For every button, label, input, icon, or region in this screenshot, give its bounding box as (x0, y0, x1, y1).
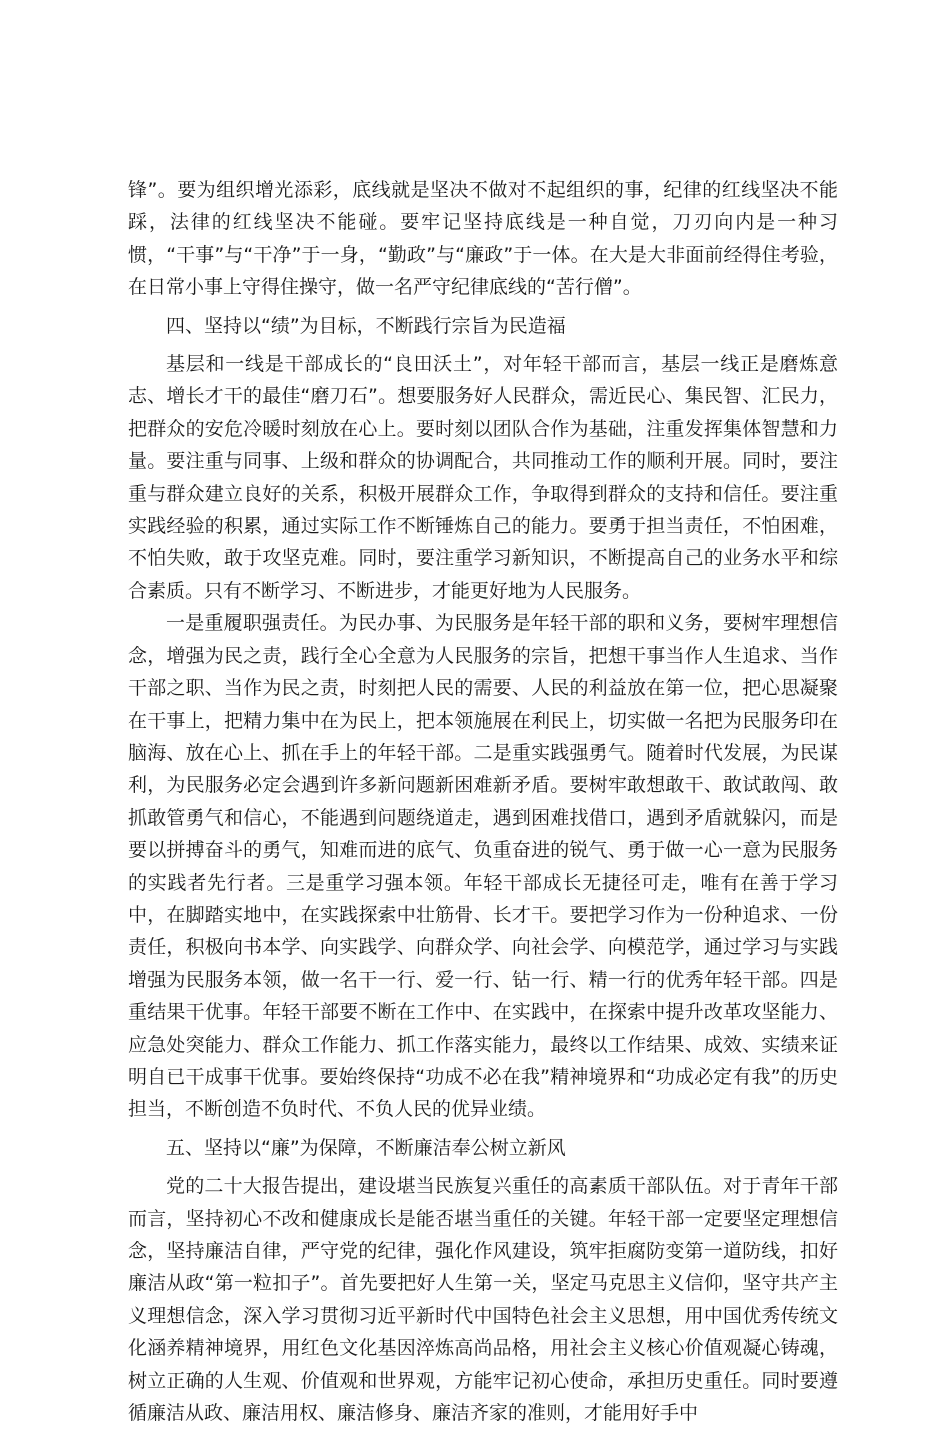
paragraph-continuation: 锋”。要为组织增光添彩，底线就是坚决不做对不起组织的事，纪律的红线坚决不能踩，法律的红线坚决不能碰。要牢记坚持底线是一种自觉，刀刃向内是一种习惯，“干事”与“干净”于一身，“勤政”与“廉政”于一体。在大是大非面前经得住考验，在日常小事上守得住操守，做一名严守纪律底线的“苦行僧”。 (128, 179, 838, 299)
paragraph: 党的二十大报告提出，建设堪当民族复兴重任的高素质干部队伍。对于青年干部而言，坚持初心不改和健康成长是能否堪当重任的关键。年轻干部一定要坚定理想信念，坚持廉洁自律，严守党的纪律，强化作风建设，筑牢拒腐防变第一道防线，扣好廉洁从政“第一粒扣子”。首先要把好人生第一关，坚定马克思主义信仰，坚守共产主义理想信念，深入学习贯彻习近平新时代中国特色社会主义思想，用中国优秀传统文化涵养精神境界，用红色文化基因淬炼高尚品格，用社会主义核心价值观凝心铸魂，树立正确的人生观、价值观和世界观，方能牢记初心使命，承担历史重任。同时要遵循廉洁从政、廉洁用权、廉洁修身、廉洁齐家的准则，才能用好手中 (128, 1175, 838, 1425)
document-body (128, 174, 838, 1429)
paragraph: 基层和一线是干部成长的“良田沃土”，对年轻干部而言，基层一线正是磨炼意志、增长才干的最佳“磨刀石”。想要服务好人民群众，需近民心、集民智、汇民力，把群众的安危冷暖时刻放在心上。要时刻以团队合作为基础，注重发挥集体智慧和力量。要注重与同事、上级和群众的协调配合，共同推动工作的顺利开展。同时，要注重与群众建立良好的关系，积极开展群众工作，争取得到群众的支持和信任。要注重实践经验的积累，通过实际工作不断锤炼自己的能力。要勇于担当责任，不怕困难，不怕失败，敢于攻坚克难。同时，要注重学习新知识，不断提高自己的业务水平和综合素质。只有不断学习、不断进步，才能更好地为人民服务。 (128, 353, 838, 602)
paragraph: 一是重履职强责任。为民办事、为民服务是年轻干部的职和义务，要树牢理想信念，增强为民之责，践行全心全意为人民服务的宗旨，把想干事当作人生追求、当作干部之职、当作为民之责，时刻把人民的需要、人民的利益放在第一位，把心思凝聚在干事上，把精力集中在为民上，把本领施展在利民上，切实做一名把为民服务印在脑海、放在心上、抓在手上的年轻干部。二是重实践强勇气。随着时代发展，为民谋利，为民服务必定会遇到许多新问题新困难新矛盾。要树牢敢想敢干、敢试敢闯、敢抓敢管勇气和信心，不能遇到问题绕道走，遇到困难找借口，遇到矛盾就躲闪，而是要以拼搏奋斗的勇气，知难而进的底气、负重奋进的锐气、勇于做一心一意为民服务的实践者先行者。三是重学习强本领。年轻干部成长无捷径可走，唯有在善于学习中，在脚踏实地中，在实践探索中壮筋骨、长才干。要把学习作为一份种追求、一份责任，积极向书本学、向实践学、向群众学、向社会学、向模范学，通过学习与实践增强为民服务本领，做一名干一行、爱一行、钻一行、精一行的优秀年轻干部。四是重结果干优事。年轻干部要不断在工作中、在实践中，在探索中提升改革攻坚能力、应急处突能力、群众工作能力、抓工作落实能力，最终以工作结果、成效、实绩来证明自已干成事干优事。要始终保持“功成不必在我”精神境界和“功成必定有我”的历史担当，不断创造不负时代、不负人民的优异业绩。 (128, 612, 838, 1121)
section-heading-4: 四、坚持以“绩”为目标，不断践行宗旨为民造福 (166, 314, 566, 337)
section-heading-5: 五、坚持以“廉”为保障，不断廉洁奉公树立新风 (166, 1136, 566, 1159)
